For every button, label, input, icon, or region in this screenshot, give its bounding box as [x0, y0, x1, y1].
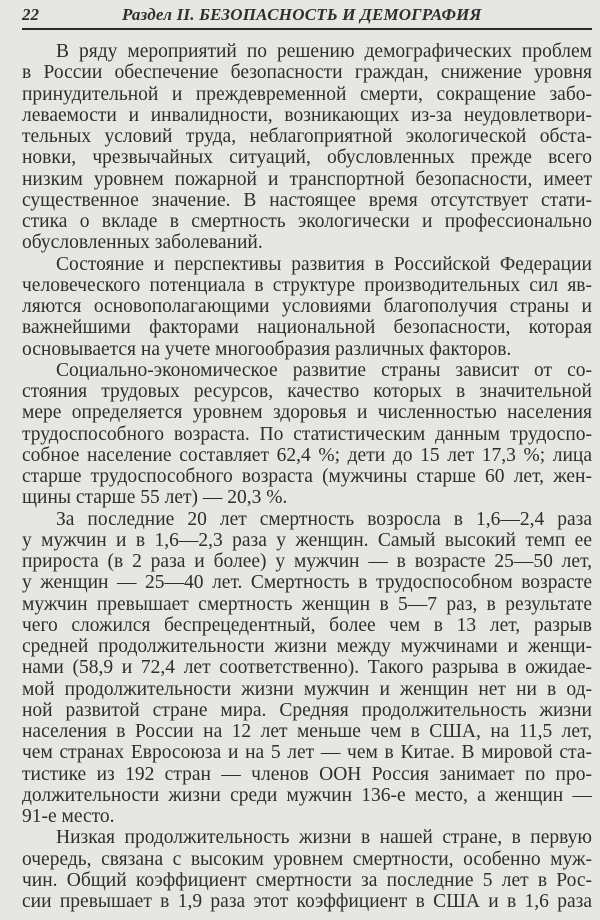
- text-line: человеческого потенциала в структуре производительных сил яв-: [22, 274, 592, 296]
- text-line: основывается на учете многообразия различных факторов.: [22, 338, 512, 360]
- text-line: В ряду мероприятий по решению демографических проблем: [56, 41, 592, 62]
- text-line: прироста (в 2 раза и более) у мужчин — в возрасте 25—50 лет,: [22, 551, 592, 572]
- text-line: у женщин — 25—40 лет. Смертность в трудоспособном возрасте: [22, 572, 592, 594]
- running-header: [22, 2, 592, 30]
- text-line: Низкая продолжительность жизни в нашей стране, в первую: [56, 827, 592, 849]
- text-line: трудоспособного возраста. По статистическим данным трудоспо-: [22, 423, 592, 445]
- text-line: у мужчин и в 1,6—2,3 раза у женщин. Самый высокий темп ее: [22, 529, 592, 551]
- text-line: За последние 20 лет смертность возросла в 1,6—2,4 раза: [56, 508, 592, 530]
- text-line: низким уровнем пожарной и транспортной безопасности, имеет: [22, 168, 592, 190]
- text-line: важнейшими факторами национальной безопасности, которая: [22, 317, 592, 339]
- paragraph: [22, 827, 592, 912]
- text-line: собное население составляет 62,4 %; дети до 15 лет 17,3 %; лица: [22, 444, 592, 466]
- paragraph: [22, 41, 592, 254]
- text-line: сии превышает в 1,9 раза этот коэффициент в США и в 1,6 раза: [22, 891, 592, 912]
- text-line: нами (58,9 и 72,4 лет соответственно). Такого разрыва в ожидае-: [22, 657, 592, 679]
- text-line: ной развитой стране мира. Средняя продолжительность жизни: [22, 699, 592, 721]
- page-number: 22: [22, 5, 39, 24]
- text-line: чего сложился беспрецедентный, более чем в 13 лет, разрыв: [22, 614, 592, 636]
- text-line: стика о вкладе в смертность экологически и профессионально: [22, 211, 592, 232]
- text-line: щины старше 55 лет) — 20,3 %.: [22, 487, 288, 509]
- text-line: новки, чрезвычайных ситуаций, обусловленных прежде всего: [22, 147, 592, 169]
- text-line: тельных условий труда, неблагоприятной экологической обста-: [22, 126, 592, 147]
- text-line: ляются основополагающими условиями благополучия страны и: [22, 296, 592, 317]
- text-line: 91-е место.: [22, 806, 115, 827]
- text-line: средней продолжительности жизни между мужчинами и женщи-: [22, 636, 592, 657]
- text-line: принудительной и преждевременной смерти, сокращение забо-: [22, 83, 592, 105]
- text-line: мере определяется уровнем здоровья и численностью населения: [22, 402, 592, 424]
- text-line: леваемости и инвалидности, возникающих из-за неудовлетвори-: [22, 104, 592, 126]
- text-line: Социально-экономическое развитие страны зависит от со-: [56, 359, 592, 381]
- text-line: старше трудоспособного возраста (мужчины старше 60 лет, жен-: [22, 466, 592, 487]
- text-line: в России обеспечение безопасности граждан, снижение уровня: [22, 62, 592, 84]
- text-line: тистике из 192 стран — членов ООН Россия занимает по про-: [22, 763, 592, 785]
- text-line: существенное значение. В настоящее время отсутствует стати-: [22, 189, 592, 211]
- paragraph: [22, 360, 592, 509]
- text-line: стояния трудовых ресурсов, качество которых в значительной: [22, 381, 592, 402]
- body-text: [22, 41, 592, 912]
- text-line: мужчин превышает смертность женщин в 5—7 раз, в результате: [22, 593, 592, 615]
- text-line: мой продолжительности жизни мужчин и женщин нет ни в од-: [22, 678, 592, 700]
- text-line: населения в России на 12 лет меньше чем в США, на 11,5 лет,: [22, 721, 592, 742]
- text-line: чем странах Евросоюза и на 5 лет — чем в Китае. В мировой ста-: [22, 742, 592, 764]
- text-line: должительности жизни среди мужчин 136-е место, а женщин —: [22, 784, 592, 806]
- section-title: Раздел II. БЕЗОПАСНОСТЬ И ДЕМОГРАФИЯ: [122, 5, 482, 24]
- text-line: Состояние и перспективы развития в Российской Федерации: [56, 253, 592, 275]
- text-line: чин. Общий коэффициент смертности за последние 5 лет в Рос-: [22, 869, 592, 891]
- paragraph: [22, 509, 592, 828]
- paragraph: [22, 254, 592, 360]
- text-line: очередь, связана с высоким уровнем смертности, особенно муж-: [22, 848, 592, 870]
- text-line: обусловленных заболеваний.: [22, 232, 263, 254]
